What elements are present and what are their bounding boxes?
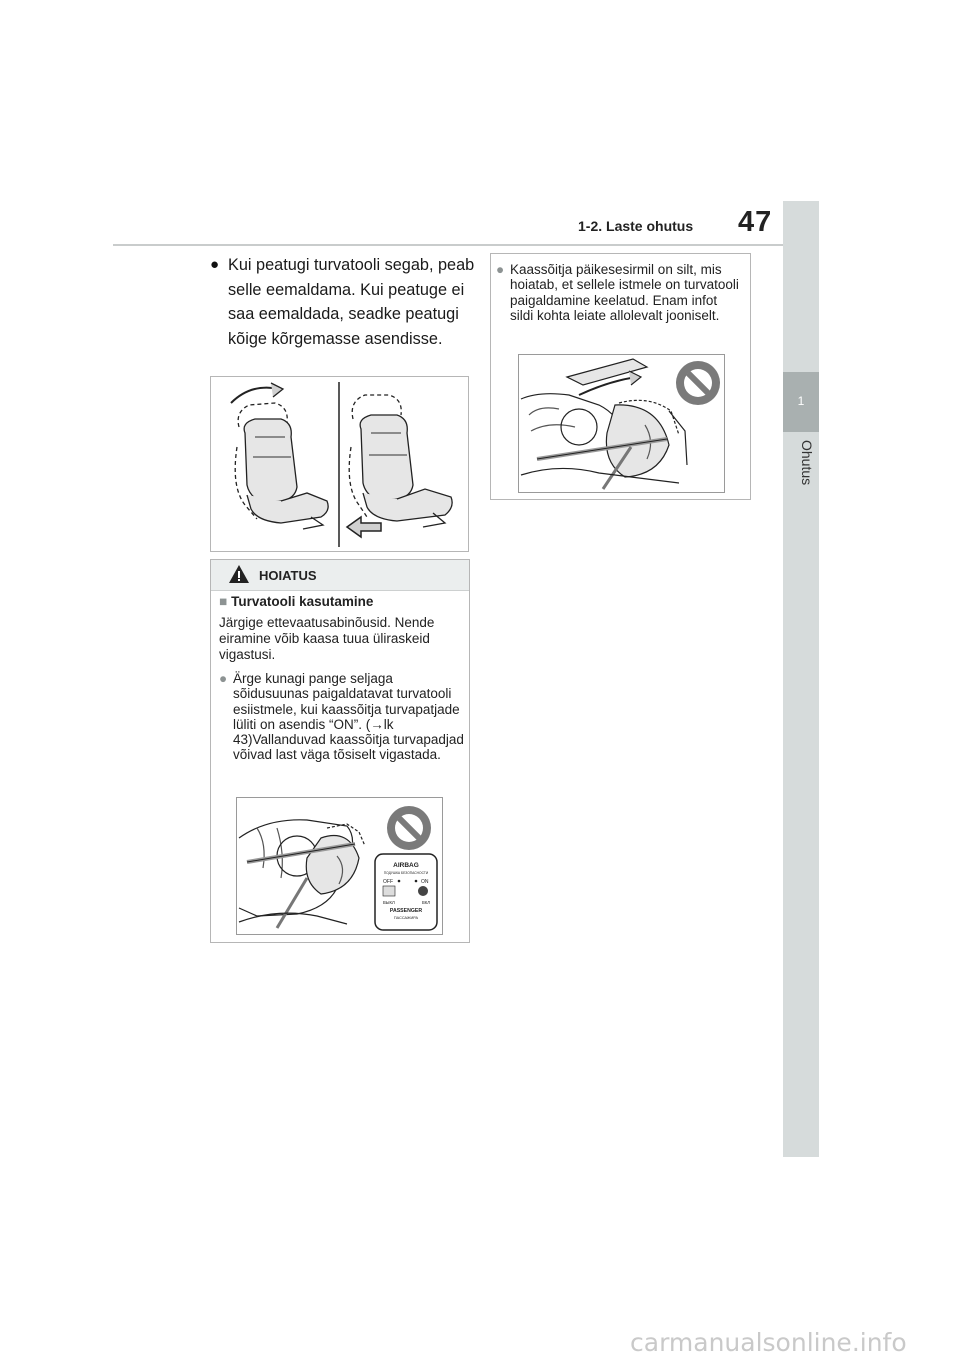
header-divider: [113, 244, 783, 246]
airbag-label-passenger: PASSENGER: [389, 908, 423, 914]
sun-visor-figure: [518, 354, 725, 493]
watermark: carmanualsonline.info: [630, 1328, 907, 1357]
page-reference-link[interactable]: lk 43)Vallanduvad kaassõitja turvapadjad võivad last väga tõsiselt vigastada.: [233, 716, 464, 763]
circle-bullet-icon: ●: [496, 262, 505, 277]
page-number: 47: [738, 206, 773, 238]
warning-subtitle-text: Turvatooli kasutamine: [231, 594, 374, 609]
headrest-bullet: [210, 253, 480, 351]
warning-item: [219, 671, 464, 763]
warning-triangle-icon: [228, 564, 250, 584]
airbag-label-passenger-ru: ПАССАЖИРА: [393, 916, 419, 920]
arrow-icon: →: [370, 716, 384, 732]
warning-header: [211, 560, 469, 591]
airbag-label-subtitle: ПОДУШКА БЕЗОПАСНОСТИ: [383, 871, 429, 875]
sun-visor-note: [496, 262, 744, 323]
airbag-switch-figure: [236, 797, 443, 935]
warning-item-text: Ärge kunagi pange seljaga sõidusuunas paigaldatavat turvatooli esiistmele, kui kaassõitja turvapatjade lüliti on asendis “ON”. (: [233, 671, 460, 732]
bullet-dot-icon: ●: [210, 256, 220, 273]
airbag-label-on: ON: [421, 879, 429, 885]
headrest-figure: [210, 376, 469, 552]
sun-visor-note-text: Kaassõitja päikesesirmil on silt, mis hoiatab, et sellele istmele on turvatooli paigaldamine keelatud. Enam infot sildi kohta leiate allolevalt jooniselt.: [510, 262, 739, 323]
headrest-bullet-text: Kui peatugi turvatooli segab, peab selle eemaldama. Kui peatuge ei saa eemaldada, seadke peatugi kõige kõrgemasse asendisse.: [228, 256, 475, 348]
square-bullet-icon: ■: [219, 594, 228, 609]
sun-visor-illustration: [519, 355, 724, 492]
chapter-side-tab[interactable]: [783, 201, 819, 1157]
warning-box: [210, 559, 470, 943]
warning-subtitle: [219, 594, 373, 609]
airbag-label-off-ru: ВЫКЛ: [383, 900, 395, 905]
rear-facing-seat-illustration: [237, 798, 442, 934]
airbag-label-on-ru: ВКЛ: [422, 900, 430, 905]
on-symbol-icon: [418, 886, 428, 896]
section-title: 1-2. Laste ohutus: [578, 218, 694, 234]
sun-visor-note-box: [490, 253, 751, 500]
chapter-label: Ohutus: [799, 440, 815, 486]
warning-intro: Järgige ettevaatusabinõusid. Nende eiramine võib kaasa tuua üliraskeid vigastusi.: [219, 615, 435, 662]
warning-title: HOIATUS: [259, 568, 317, 583]
airbag-label-off: OFF: [383, 879, 393, 885]
chapter-number: 1: [797, 394, 805, 408]
airbag-label-title: AIRBAG: [393, 862, 419, 869]
seat-headrest-illustration: [211, 377, 468, 551]
chapter-number-tab[interactable]: [783, 372, 819, 432]
off-symbol-icon: [383, 886, 395, 896]
circle-bullet-icon: ●: [219, 671, 228, 686]
